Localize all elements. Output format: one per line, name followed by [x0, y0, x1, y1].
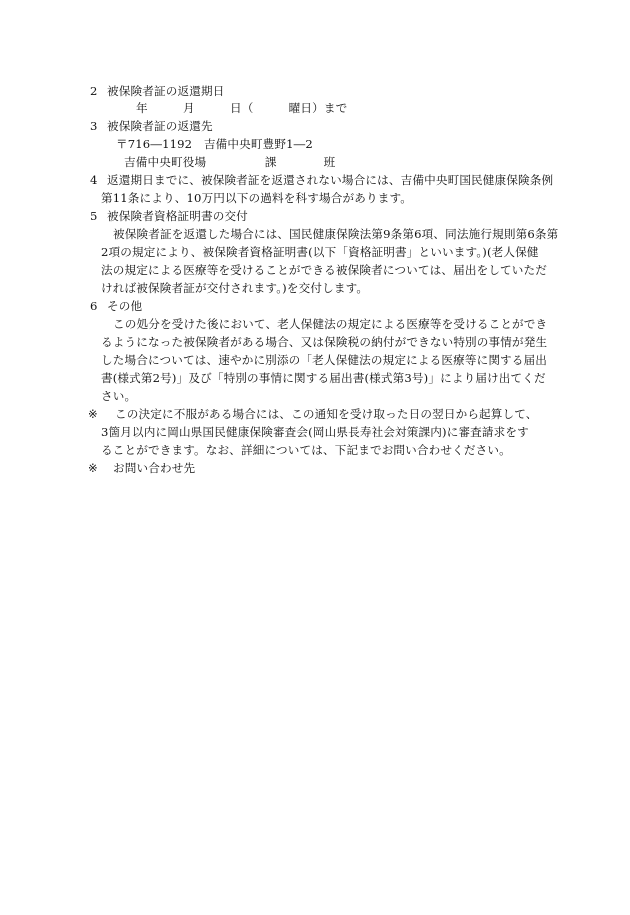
- item-heading: 被保険者証の返還期日: [107, 84, 225, 98]
- item-heading: 被保険者証の返還先: [107, 119, 213, 133]
- item-heading: 被保険者資格証明書の交付: [107, 209, 248, 223]
- note-mark: ※: [88, 407, 98, 421]
- item-text-line: ければ被保険者証が交付されます。)を交付します。: [101, 281, 369, 295]
- note-text-line: 3箇月以内に岡山県国民健康保険審査会(岡山県長寿社会対策課内)に審査請求をす: [101, 425, 529, 439]
- note-text-line: この決定に不服がある場合には、この通知を受け取った日の翌日から起算して、: [115, 407, 538, 421]
- item-text-line: るようになった被保険者がある場合、又は保険税の納付ができない特別の事情が発生: [101, 335, 548, 349]
- item-text-line: 2項の規定により、被保険者資格証明書(以下「資格証明書」といいます。)(老人保健: [101, 245, 539, 259]
- item-text-line: 法の規定による医療等を受けることができる被保険者については、届出をしていただ: [101, 263, 548, 277]
- item-text-line: 被保険者証を返還した場合には、国民健康保険法第9条第6項、同法施行規則第6条第: [113, 227, 559, 241]
- item-number: 4: [90, 173, 98, 187]
- item-number: 2: [90, 84, 98, 98]
- item-text-line: した場合については、速やかに別添の「老人保健法の規定による医療等に関する届出: [101, 353, 548, 367]
- return-date-line: 年 月 日（ 曜日）まで: [136, 101, 348, 115]
- item-number: 6: [90, 299, 98, 313]
- item-number: 3: [90, 119, 98, 133]
- postal-address: 〒716―1192 吉備中央町豊野1―2: [116, 137, 313, 151]
- item-text-line: さい。: [101, 389, 137, 403]
- note-mark: ※: [88, 461, 98, 475]
- item-number: 5: [90, 209, 98, 223]
- item-heading: その他: [107, 299, 143, 313]
- item-text-line: 第11条により、10万円以下の過料を科す場合があります。: [101, 191, 413, 205]
- note-text-line: ることができます。なお、詳細については、下記までお問い合わせください。: [101, 443, 511, 457]
- item-heading: 返還期日までに、被保険者証を返還されない場合には、吉備中央町国民健康保険条例: [107, 173, 554, 187]
- note-text-line: お問い合わせ先: [113, 461, 196, 475]
- office-name: 吉備中央町役場 課 班: [124, 155, 336, 169]
- item-text-line: 書(様式第2号)」及び「特別の事情に関する届出書(様式第3号)」により届け出てくだ: [101, 371, 546, 385]
- item-text-line: この処分を受けた後において、老人保健法の規定による医療等を受けることができ: [113, 317, 548, 331]
